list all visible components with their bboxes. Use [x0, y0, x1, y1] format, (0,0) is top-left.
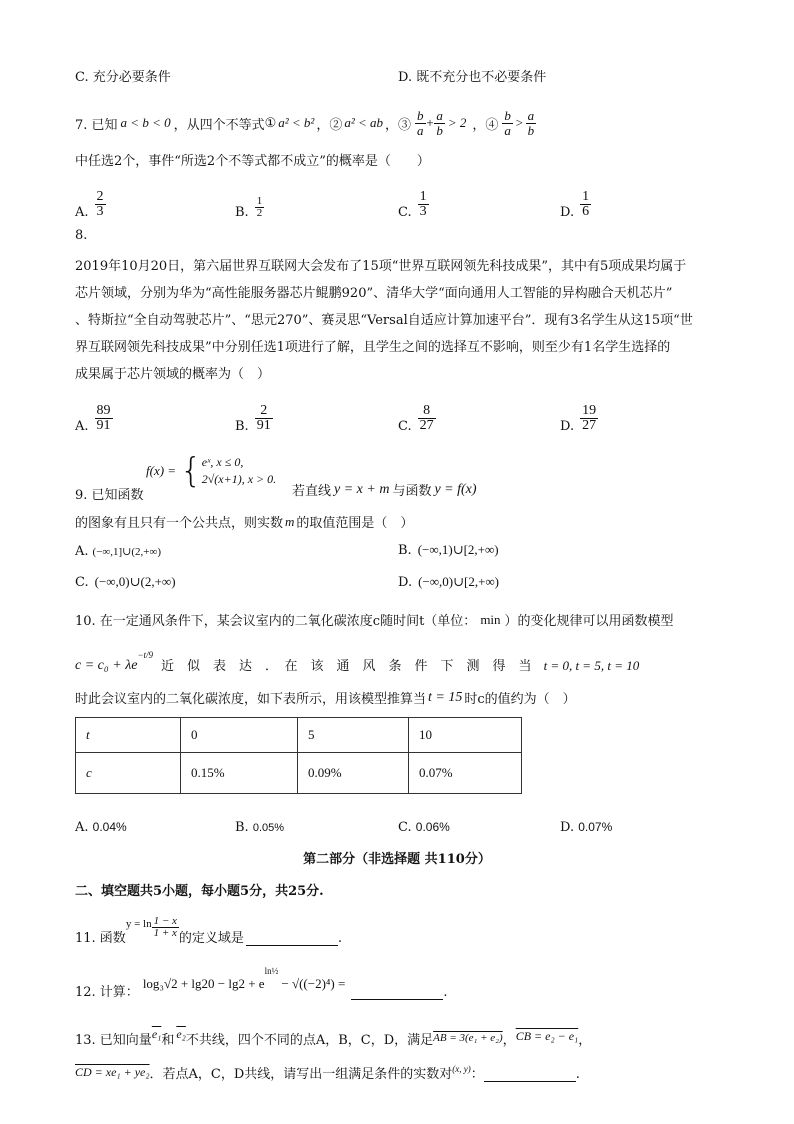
frac-num: 1	[256, 194, 263, 207]
q10-t15: t = 15	[428, 689, 463, 705]
q11-expr: y = ln	[125, 918, 152, 930]
table-cell: 0	[181, 718, 298, 753]
q10-line2	[75, 642, 639, 674]
q10-model: c = c₀ + λe	[75, 658, 138, 673]
q12-exponent: ln½	[264, 966, 279, 976]
q8-option-c	[398, 392, 436, 434]
frac-den: 3	[96, 204, 104, 220]
q8-line-1: 2019年10月20日，第六届世界互联网大会发布了15项“世界互联网领先科技成果”，其中有5项成果均属于	[75, 259, 687, 274]
q7-condition: a < b < 0	[120, 115, 171, 130]
q8-line-5: 成果属于芯片领域的概率为（ ）	[75, 367, 271, 382]
option-value: 0.05%	[252, 822, 285, 834]
frac-den: 3	[419, 204, 427, 220]
q13-colon: ：	[470, 1067, 484, 1082]
q9-mid1: 若直线	[292, 484, 332, 499]
q10-line2-text: 近 似 表 达 ． 在 该 通 风 条 件 下 测 得 当	[161, 659, 532, 674]
table-cell: t	[76, 718, 181, 753]
q13-vec-cb: CB = e₂ − e₁	[515, 1029, 579, 1043]
q13-pair: (x, y)	[452, 1064, 471, 1074]
option-value: (−∞,1)∪[2,+∞)	[417, 542, 499, 557]
option-label: A.	[75, 820, 89, 835]
q9-lead: 9. 已知函数	[75, 488, 144, 503]
option-label: C.	[398, 205, 412, 220]
q7-option-d	[560, 180, 591, 220]
option-label: D.	[560, 205, 575, 220]
q9-piecewise	[146, 446, 276, 496]
q7-ineq-4-op: >	[514, 115, 524, 130]
option-label: C.	[75, 574, 89, 590]
option-fraction	[580, 404, 598, 434]
q7-frac-a-b: $\frac{a}{b}$	[436, 107, 443, 138]
q13-vec-e2: e₂	[176, 1027, 186, 1041]
option-label: B.	[235, 820, 249, 835]
table-cell: 0.09%	[298, 753, 409, 794]
q10-unit: min	[480, 611, 501, 627]
part2-title: 第二部分（非选择题 共110分）	[303, 852, 491, 867]
option-label: C.	[398, 419, 412, 434]
option-fraction	[95, 190, 106, 220]
q13-vec-cd: CD = xe₁ + ye₂	[75, 1065, 150, 1079]
option-fraction	[255, 196, 265, 220]
q13-answer-blank[interactable]	[484, 1081, 576, 1082]
q12-expr: log₃√2 + lg20 − lg2 + e	[142, 976, 265, 991]
q9-case-2: 2√(x+1), x > 0.	[201, 472, 277, 486]
q6-option-c: C. 充分必要条件	[75, 70, 171, 85]
q10-line1b: ）的变化规律可以用函数模型	[504, 614, 674, 629]
q8-line-2: 芯片领域，分别为华为“高性能服务器芯片鲲鹏920”、清华大学“面向通用人工智能的异构融合天机芯片”	[75, 286, 673, 301]
q7-ineq-3-tail: > 2	[447, 115, 467, 130]
q9-line-eq: y = x + m	[334, 481, 390, 497]
q9-option-c	[75, 574, 176, 590]
q13-and: 和	[161, 1033, 175, 1048]
q7-ineq-2: a² < ab	[344, 115, 384, 130]
q13-comma2: ，	[578, 1033, 592, 1048]
q7-marker-3: ，③	[385, 117, 412, 133]
q9-line2-text: 的图象有且只有一个公共点，则实数	[75, 516, 284, 531]
frac-den: 27	[419, 418, 434, 434]
frac-num: 19	[582, 402, 597, 418]
option-label: D.	[560, 820, 575, 835]
q9-brace: {	[180, 451, 202, 491]
q7-frac-b-a: b a	[417, 107, 424, 138]
q7-marker-2: ，②	[316, 117, 343, 133]
q9-option-b	[398, 542, 499, 558]
q11-fraction	[152, 916, 179, 940]
q10-line3	[75, 688, 576, 707]
q7-stem-line1: 7. 已知 a < b < 0 ，从四个不等式 ① a² < b² ，② a² < ab ，③ b a + $\frac{a}{b}$ > 2 ，④ b a > a b	[75, 107, 535, 138]
q8-line-4: 界互联网领先科技成果”中分别任选1项进行了解，且学生之间的选择互不影响，则至少有1名学生选择的	[75, 340, 671, 355]
q11-lead: 11. 函数	[75, 931, 126, 946]
q10-option-a	[75, 820, 127, 835]
frac-num: 89	[96, 402, 111, 418]
q7-mid: ，从四个不等式	[173, 117, 265, 133]
frac-den: 1 + x	[153, 927, 177, 940]
q13-comma: ，	[502, 1033, 516, 1048]
q7-ineq-1: a² < b²	[278, 115, 315, 130]
q12	[75, 960, 447, 1000]
q11-end: .	[337, 931, 343, 946]
q9-line2b-text: 的取值范围是（ ）	[296, 516, 414, 531]
q9-option-d	[398, 574, 499, 590]
frac-den: 91	[256, 418, 271, 434]
q13-lead: 13. 已知向量	[75, 1033, 152, 1048]
q7-marker-4: ，④	[472, 117, 499, 133]
q10-option-c	[398, 820, 450, 835]
q13-line1	[75, 1018, 591, 1048]
q8-option-b	[235, 392, 273, 434]
q10-line1	[75, 610, 674, 629]
q11	[75, 910, 342, 946]
frac-num: 2	[255, 404, 273, 420]
q9-mid2: 与函数	[392, 484, 432, 499]
q9-m: m	[285, 513, 295, 529]
q10-cond: t = 0, t = 5, t = 10	[543, 658, 640, 673]
q9-option-a	[75, 544, 161, 559]
q10-option-d	[560, 820, 612, 835]
q10-options	[75, 820, 715, 840]
q7-lead: 7. 已知	[75, 117, 118, 133]
frac-num: 1	[419, 188, 427, 204]
option-label: A.	[75, 419, 89, 434]
option-label: D.	[560, 419, 575, 434]
q10-model-exponent: −t/9	[137, 650, 154, 660]
q8-option-a	[75, 392, 113, 434]
q11-answer-blank[interactable]	[246, 945, 338, 946]
q13-mid: 不共线，四个不同的点A，B，C，D，满足	[185, 1033, 434, 1048]
q9-func: y = f(x)	[434, 481, 477, 497]
option-fraction	[580, 190, 591, 220]
table-cell: 0.15%	[181, 753, 298, 794]
q10-line3a: 时此会议室内的二氧化碳浓度，如下表所示，用该模型推算当	[75, 692, 427, 707]
q8-option-d	[560, 392, 598, 434]
frac-den: 91	[96, 418, 111, 434]
q10-data-table	[75, 717, 522, 794]
q11-tail: 的定义域是	[178, 931, 244, 946]
q13-line2	[75, 1056, 580, 1082]
q9-cases	[202, 454, 276, 489]
q9-fx: f(x) =	[146, 463, 177, 478]
q8-number: 8.	[75, 228, 88, 243]
q13-vec-e1: e₁	[151, 1027, 162, 1041]
table-cell: 0.07%	[409, 753, 522, 794]
q13-vec-ab: AB = 3(e₁ + e₂)	[433, 1032, 503, 1044]
table-row	[76, 753, 522, 794]
option-label: A.	[75, 205, 89, 220]
option-label: C.	[398, 820, 412, 835]
option-fraction	[418, 404, 436, 434]
q12-lead: 12. 计算：	[75, 985, 139, 1000]
q12-answer-blank[interactable]	[351, 999, 443, 1000]
q7-option-b	[235, 180, 264, 220]
table-row	[76, 718, 522, 753]
option-value: (−∞,1]∪(2,+∞)	[92, 546, 161, 558]
frac-num: 2	[96, 188, 104, 204]
option-label: D.	[398, 574, 413, 590]
option-fraction	[255, 404, 273, 434]
option-fraction	[95, 404, 113, 434]
q9-line2	[75, 512, 413, 531]
option-value: (−∞,0)∪(2,+∞)	[94, 574, 176, 589]
q10-option-b	[235, 820, 284, 835]
q8-line-3: 、特斯拉“全自动驾驶芯片”、“思元270”、赛灵思“Versal自适应计算加速平台”．现有3名学生从这15项“世	[75, 313, 693, 328]
frac-den: 27	[582, 418, 597, 434]
option-label: A.	[75, 544, 89, 559]
frac-num: 1	[582, 188, 590, 204]
section-title: 二、填空题共5小题，每小题5分，共25分.	[75, 884, 324, 899]
q6-option-d: D. 既不充分也不必要条件	[398, 70, 547, 85]
option-fraction	[418, 190, 429, 220]
q7-frac-a-b-2: a b	[527, 107, 535, 138]
option-value: 0.06%	[415, 820, 450, 834]
q12-end: .	[443, 985, 448, 1000]
table-cell: 10	[409, 718, 522, 753]
table-cell: c	[76, 753, 181, 794]
q9-case-1: eˣ, x ≤ 0,	[201, 454, 244, 469]
q7-marker-1: ①	[264, 115, 277, 131]
option-value: 0.07%	[578, 820, 613, 834]
q13-end: .	[575, 1067, 580, 1082]
frac-den: 2	[256, 207, 263, 220]
frac-den: 6	[582, 204, 590, 220]
table-cell: 5	[298, 718, 409, 753]
option-label: B.	[235, 419, 249, 434]
q10-line1a: 10. 在一定通风条件下，某会议室内的二氧化碳浓度c随时间t（单位：	[75, 614, 477, 629]
option-label: B.	[398, 542, 412, 558]
q7-option-c	[398, 180, 429, 220]
q7-frac-b-a-2: b a	[504, 107, 511, 138]
q8-options	[75, 392, 715, 434]
option-value: 0.04%	[92, 820, 127, 834]
q7-options	[75, 180, 715, 220]
q13-line2-text: ．若点A，C，D共线，请写出一组满足条件的实数对	[149, 1067, 453, 1082]
option-label: B.	[235, 205, 249, 220]
frac-num: 1 − x	[153, 914, 177, 927]
option-value: (−∞,0)∪[2,+∞)	[418, 574, 500, 589]
q10-line3b: 时c的值约为（ ）	[464, 692, 576, 707]
frac-num: 8	[418, 404, 436, 420]
q9-line1-tail	[292, 480, 477, 499]
q12-expr2: − √((−2)⁴) =	[281, 976, 346, 991]
q7-stem-line2: 中任选2个，事件“所选2个不等式都不成立”的概率是（ ）	[75, 154, 430, 169]
q7-option-a	[75, 180, 106, 220]
